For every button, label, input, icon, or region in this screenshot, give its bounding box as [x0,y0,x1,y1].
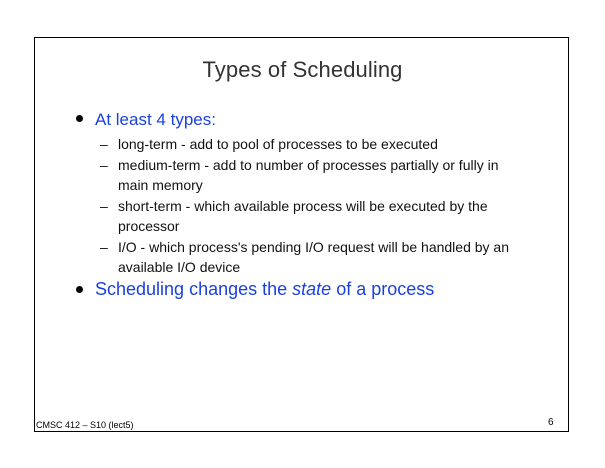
dash-icon: – [100,157,108,173]
subitem-short-term: short-term - which available process will be executed by the processor [118,198,488,234]
dash-icon: – [100,136,108,152]
bullet-text-state-emph: state [292,279,332,299]
slide-title: Types of Scheduling [202,57,403,82]
bullet-text-state-after: of a process [331,279,435,299]
bullet-icon [76,110,92,126]
bullet-text-state [95,279,434,300]
dash-icon: – [100,198,108,214]
bullet-text-types: At least 4 types: [95,110,216,129]
bullet-icon [76,281,92,297]
dash-icon: – [100,239,108,255]
footer-course-label: CMSC 412 – S10 (lect5) [36,420,134,430]
subitem-io: I/O - which process's pending I/O request will be handled by an available I/O device [118,239,509,275]
page-number: 6 [548,417,554,428]
subitem-medium-term: medium-term - add to number of processes partially or fully in main memory [118,157,499,193]
bullet-text-state-before: Scheduling changes the [95,279,293,299]
subitem-long-term: long-term - add to pool of processes to be executed [118,136,438,152]
